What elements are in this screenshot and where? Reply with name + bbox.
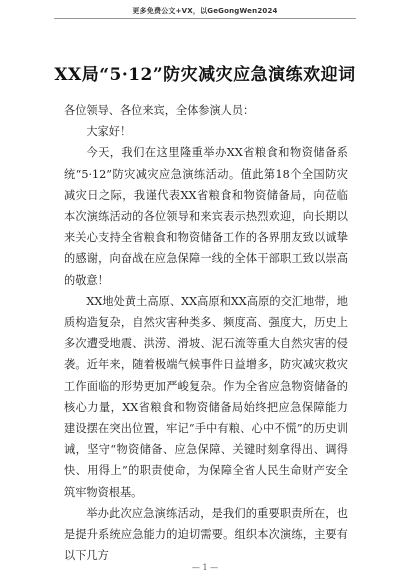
- body-paragraph: XX地处黄土高原、XX高原和XX高原的交汇地带，地质构造复杂，自然灾害种类多、频度高、强度大，历史上多次遭受地震、洪涝、滑坡、泥石流等重大自然灾害的侵袭。近年来，随着极端气候事件日益增多，防灾减灾救灾工作面临的形势更加严峻复杂。作为全省应急物资储备的核心力量，XX省粮食和物资储备局始终把应急保障能力建设摆在突出位置，牢记“手中有粮、心中不慌”的历史训诫，坚守“物资储备、应急保障、关键时刻拿得出、调得快、用得上”的职责使命，为保障全省人民生命财产安全筑牢物资根基。: [64, 294, 348, 499]
- greeting: 大家好！: [86, 125, 132, 139]
- salutation: 各位领导、各位来宾，全体参演人员：: [64, 104, 255, 117]
- body-paragraph: 今天，我们在这里隆重举办XX省粮食和物资储备系统“5·12”防灾减灾应急演练活动。值此第18个全国防灾减灾日之际，我谨代表XX省粮食和物资储备局，向莅临本次演练活动的各位领导和来宾表示热烈欢迎，向长期以来关心支持全省粮食和物资储备工作的各界朋友致以诚挚的感谢，向奋战在应急保障一线的全体干部职工致以崇高的敬意！: [64, 146, 348, 287]
- header-divider: [54, 18, 356, 19]
- document-body: [64, 100, 348, 566]
- header-banner: 更多免费公文+VX，以GeGongWen2024: [132, 7, 278, 15]
- body-paragraph: 举办此次应急演练活动，是我们的重要职责所在，也是提升系统应急能力的迫切需要。组织本次演练，主要有以下几方: [64, 506, 348, 563]
- document-title: XX局“5·12”防灾减灾应急演练欢迎词: [54, 65, 356, 85]
- page-number: — 1 —: [191, 563, 219, 572]
